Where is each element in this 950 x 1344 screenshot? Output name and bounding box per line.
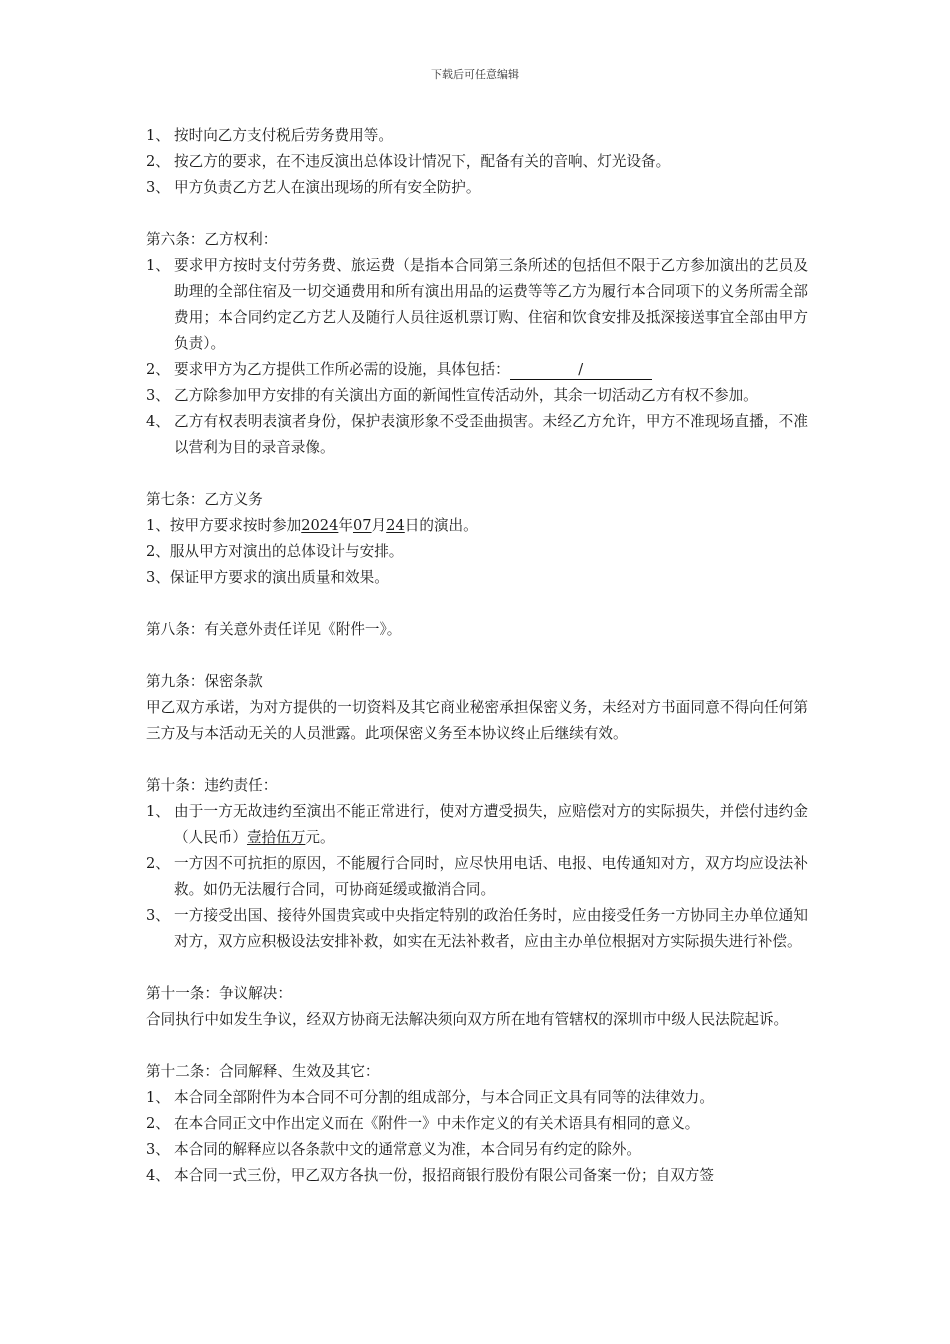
section-title: 第八条：有关意外责任详见《附件一》。 bbox=[146, 621, 402, 638]
item-text: 要求甲方按时支付劳务费、旅运费（是指本合同第三条所述的包括但不限于乙方参加演出的艺员及助理的全部住宿及一切交通费用和所有演出用品的运费等等乙方为履行本合同项下的义务所需全部费用；本合同约定乙方艺人及随行人员往返机票订购、住宿和饮食安排及抵深接送事宜全部由甲方负责）。 bbox=[174, 257, 808, 352]
section-9 bbox=[146, 669, 808, 747]
section-11 bbox=[146, 981, 808, 1033]
list-item bbox=[146, 253, 808, 357]
item-number: 1、 bbox=[146, 257, 170, 274]
list-item bbox=[146, 1163, 808, 1189]
section-7 bbox=[146, 487, 808, 591]
date-month: 07 bbox=[352, 517, 372, 534]
section-title: 第九条：保密条款 bbox=[146, 673, 263, 690]
item-text bbox=[174, 357, 808, 383]
section-12 bbox=[146, 1059, 808, 1189]
item-number: 2、 bbox=[146, 855, 170, 872]
list-item bbox=[146, 1085, 808, 1111]
list-item bbox=[146, 1137, 808, 1163]
section-8 bbox=[146, 617, 808, 643]
section-paragraph: 合同执行中如发生争议，经双方协商无法解决须向双方所在地有管辖权的深圳市中级人民法院起诉。 bbox=[146, 1011, 789, 1028]
list-item bbox=[146, 409, 808, 461]
item-text: 本合同全部附件为本合同不可分割的组成部分，与本合同正文具有同等的法律效力。 bbox=[174, 1089, 714, 1106]
list-item bbox=[146, 123, 808, 149]
item-text: 乙方除参加甲方安排的有关演出方面的新闻性宣传活动外，其余一切活动乙方有权不参加。 bbox=[174, 387, 758, 404]
item-number: 2、 bbox=[146, 361, 170, 378]
list-item bbox=[146, 851, 808, 903]
list-item bbox=[146, 383, 808, 409]
penalty-unit: 元。 bbox=[305, 829, 335, 846]
item-number: 1、 bbox=[146, 803, 170, 820]
item-text: 乙方有权表明表演者身份，保护表演形象不受歪曲损害。未经乙方允许，甲方不准现场直播，不准以营利为目的录音录像。 bbox=[174, 413, 808, 456]
item-text: 按时向乙方支付税后劳务费用等。 bbox=[174, 127, 393, 144]
performance-date-line bbox=[146, 513, 808, 539]
date-day: 24 bbox=[386, 517, 405, 534]
section-6 bbox=[146, 227, 808, 461]
list-item bbox=[146, 149, 808, 175]
item-text: 在本合同正文中作出定义而在《附件一》中未作定义的有关术语具有相同的意义。 bbox=[174, 1115, 700, 1132]
item-text bbox=[174, 799, 808, 851]
list-item bbox=[146, 357, 808, 383]
page-header: 下载后可任意编辑 bbox=[431, 68, 519, 81]
section-title: 第十一条：争议解决： bbox=[146, 985, 292, 1002]
date-prefix: 1、按甲方要求按时参加 bbox=[146, 517, 302, 534]
facilities-blank: / bbox=[510, 361, 652, 380]
section-10 bbox=[146, 773, 808, 955]
list-item bbox=[146, 799, 808, 851]
item-text: 一方因不可抗拒的原因，不能履行合同时，应尽快用电话、电报、电传通知对方，双方均应设法补救。如仍无法履行合同，可协商延缓或撤消合同。 bbox=[174, 855, 808, 898]
item-number: 3、 bbox=[146, 1141, 170, 1158]
section-title: 第七条：乙方义务 bbox=[146, 491, 263, 508]
penalty-amount: 壹拾伍万 bbox=[246, 829, 306, 846]
item-number: 3、 bbox=[146, 387, 170, 404]
list-item bbox=[146, 175, 808, 201]
year-unit: 年 bbox=[338, 517, 353, 534]
list-item: 2、服从甲方对演出的总体设计与安排。 bbox=[146, 543, 404, 560]
item-text: 按乙方的要求，在不违反演出总体设计情况下，配备有关的音响、灯光设备。 bbox=[174, 153, 671, 170]
section-5-items bbox=[146, 123, 808, 201]
date-suffix: 日的演出。 bbox=[404, 517, 478, 534]
facilities-text: 要求甲方为乙方提供工作所必需的设施，具体包括： bbox=[174, 361, 510, 378]
section-title: 第十二条：合同解释、生效及其它： bbox=[146, 1063, 380, 1080]
item-text: 本合同的解释应以各条款中文的通常意义为准，本合同另有约定的除外。 bbox=[174, 1141, 642, 1158]
item-number: 4、 bbox=[146, 413, 170, 430]
item-number: 2、 bbox=[146, 1115, 170, 1132]
item-number: 1、 bbox=[146, 127, 170, 144]
month-unit: 月 bbox=[371, 517, 387, 534]
item-number: 2、 bbox=[146, 153, 170, 170]
section-title: 第六条：乙方权利： bbox=[146, 231, 278, 248]
item-text: 本合同一式三份，甲乙双方各执一份，报招商银行股份有限公司备案一份；自双方签 bbox=[174, 1167, 714, 1184]
item-number: 3、 bbox=[146, 907, 170, 924]
list-item bbox=[146, 1111, 808, 1137]
penalty-text: 由于一方无故违约至演出不能正常进行，使对方遭受损失，应赔偿对方的实际损失，并偿付违约金（人民币） bbox=[174, 803, 808, 846]
item-number: 3、 bbox=[146, 179, 170, 196]
contract-body bbox=[146, 123, 808, 1189]
item-number: 1、 bbox=[146, 1089, 170, 1106]
date-year: 2024 bbox=[301, 517, 339, 534]
list-item bbox=[146, 903, 808, 955]
item-number: 4、 bbox=[146, 1167, 170, 1184]
list-item: 3、保证甲方要求的演出质量和效果。 bbox=[146, 569, 389, 586]
section-paragraph: 甲乙双方承诺，为对方提供的一切资料及其它商业秘密承担保密义务，未经对方书面同意不得向任何第三方及与本活动无关的人员泄露。此项保密义务至本协议终止后继续有效。 bbox=[146, 699, 808, 742]
item-text: 甲方负责乙方艺人在演出现场的所有安全防护。 bbox=[174, 179, 481, 196]
item-text: 一方接受出国、接待外国贵宾或中央指定特别的政治任务时，应由接受任务一方协同主办单位通知对方，双方应积极设法安排补救，如实在无法补救者，应由主办单位根据对方实际损失进行补偿。 bbox=[174, 907, 808, 950]
section-title: 第十条：违约责任： bbox=[146, 777, 278, 794]
